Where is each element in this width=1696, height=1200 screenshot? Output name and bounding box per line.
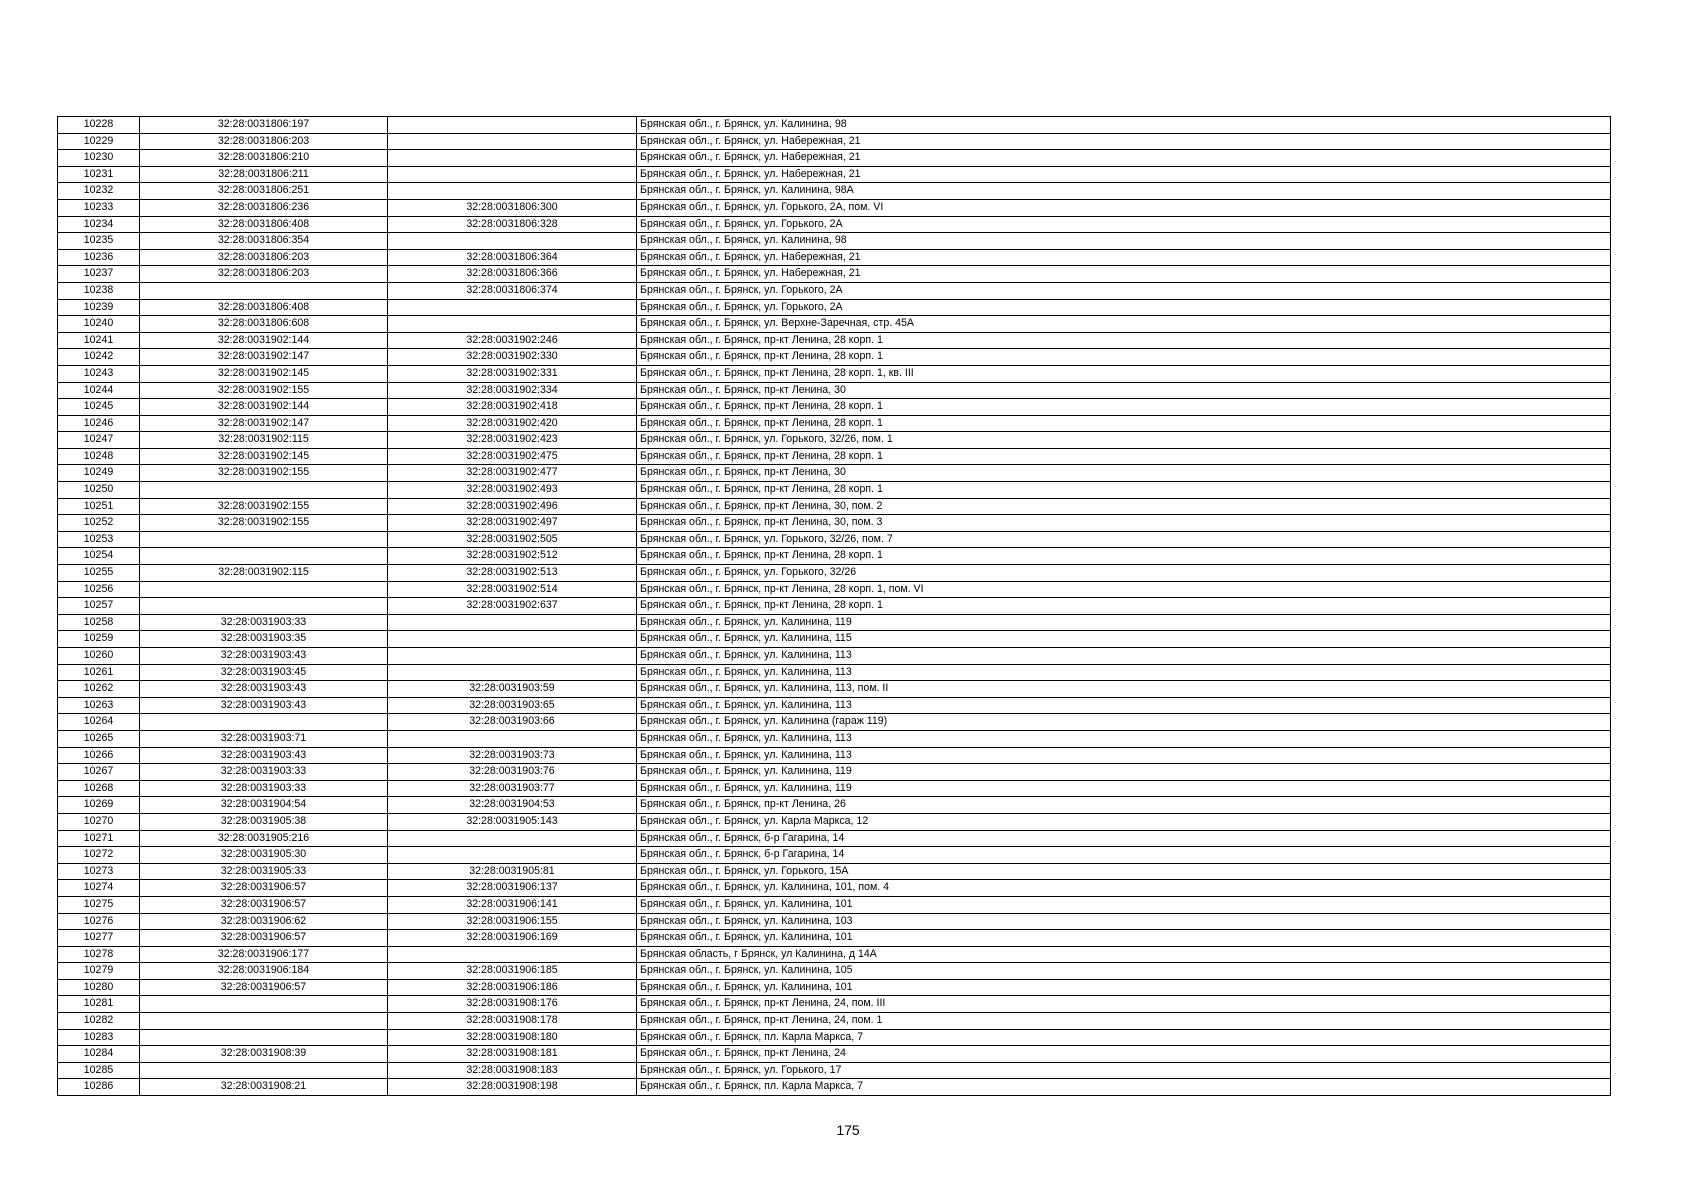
parent-cadastral-number-cell: 32:28:0031902:147 — [140, 415, 388, 432]
address-cell: Брянская обл., г. Брянск, ул. Калинина, 113 — [637, 697, 1611, 714]
table-row — [58, 465, 1611, 482]
row-number-cell: 10268 — [58, 780, 140, 797]
address-cell: Брянская обл., г. Брянск, ул. Калинина, 101 — [637, 930, 1611, 947]
parent-cadastral-number-cell: 32:28:0031806:251 — [140, 183, 388, 200]
cadastral-number-cell: 32:28:0031902:497 — [388, 515, 637, 532]
address-cell: Брянская обл., г. Брянск, ул. Калинина, 98 — [637, 117, 1611, 134]
row-number-cell: 10234 — [58, 216, 140, 233]
cadastral-number-cell: 32:28:0031806:374 — [388, 282, 637, 299]
table-row — [58, 963, 1611, 980]
table-row — [58, 531, 1611, 548]
row-number-cell: 10235 — [58, 233, 140, 250]
parent-cadastral-number-cell: 32:28:0031806:608 — [140, 316, 388, 333]
row-number-cell: 10277 — [58, 930, 140, 947]
table-row — [58, 448, 1611, 465]
address-cell: Брянская обл., г. Брянск, ул. Калинина, 105 — [637, 963, 1611, 980]
parent-cadastral-number-cell: 32:28:0031906:62 — [140, 913, 388, 930]
address-cell: Брянская обл., г. Брянск, пр-кт Ленина, 30 — [637, 465, 1611, 482]
row-number-cell: 10258 — [58, 614, 140, 631]
cadastral-number-cell: 32:28:0031903:59 — [388, 681, 637, 698]
table-row — [58, 780, 1611, 797]
row-number-cell: 10266 — [58, 747, 140, 764]
address-cell: Брянская обл., г. Брянск, ул. Калинина, 113 — [637, 664, 1611, 681]
table-row — [58, 349, 1611, 366]
table-row — [58, 515, 1611, 532]
cadastral-number-cell: 32:28:0031902:493 — [388, 482, 637, 499]
table-row — [58, 730, 1611, 747]
cadastral-number-cell: 32:28:0031902:637 — [388, 598, 637, 615]
parent-cadastral-number-cell: 32:28:0031902:115 — [140, 432, 388, 449]
table-row — [58, 880, 1611, 897]
address-cell: Брянская обл., г. Брянск, пл. Карла Маркса, 7 — [637, 1079, 1611, 1096]
parent-cadastral-number-cell — [140, 581, 388, 598]
cadastral-number-cell: 32:28:0031906:137 — [388, 880, 637, 897]
cadastral-number-cell: 32:28:0031806:300 — [388, 199, 637, 216]
parent-cadastral-number-cell: 32:28:0031905:33 — [140, 863, 388, 880]
parent-cadastral-number-cell — [140, 1029, 388, 1046]
cadastral-number-cell: 32:28:0031908:180 — [388, 1029, 637, 1046]
parent-cadastral-number-cell — [140, 598, 388, 615]
cadastral-number-cell: 32:28:0031902:475 — [388, 448, 637, 465]
address-cell: Брянская обл., г. Брянск, пр-кт Ленина, 28 корп. 1, пом. VI — [637, 581, 1611, 598]
cadastral-number-cell: 32:28:0031902:505 — [388, 531, 637, 548]
table-row — [58, 797, 1611, 814]
cadastral-number-cell — [388, 830, 637, 847]
address-cell: Брянская обл., г. Брянск, пр-кт Ленина, 26 — [637, 797, 1611, 814]
cadastral-number-cell: 32:28:0031806:364 — [388, 249, 637, 266]
cadastral-number-cell — [388, 631, 637, 648]
row-number-cell: 10271 — [58, 830, 140, 847]
cadastral-number-cell: 32:28:0031903:65 — [388, 697, 637, 714]
row-number-cell: 10232 — [58, 183, 140, 200]
row-number-cell: 10238 — [58, 282, 140, 299]
parent-cadastral-number-cell — [140, 482, 388, 499]
row-number-cell: 10283 — [58, 1029, 140, 1046]
cadastral-number-cell — [388, 664, 637, 681]
table-row — [58, 432, 1611, 449]
parent-cadastral-number-cell: 32:28:0031903:45 — [140, 664, 388, 681]
row-number-cell: 10262 — [58, 681, 140, 698]
table-row — [58, 117, 1611, 134]
parent-cadastral-number-cell: 32:28:0031902:145 — [140, 365, 388, 382]
parent-cadastral-number-cell: 32:28:0031902:155 — [140, 382, 388, 399]
cadastral-number-cell: 32:28:0031902:513 — [388, 565, 637, 582]
parent-cadastral-number-cell: 32:28:0031908:21 — [140, 1079, 388, 1096]
parent-cadastral-number-cell: 32:28:0031903:33 — [140, 780, 388, 797]
cadastral-number-cell — [388, 117, 637, 134]
address-cell: Брянская обл., г. Брянск, ул. Набережная, 21 — [637, 249, 1611, 266]
row-number-cell: 10280 — [58, 979, 140, 996]
table-row — [58, 979, 1611, 996]
cadastral-number-cell: 32:28:0031902:420 — [388, 415, 637, 432]
parent-cadastral-number-cell: 32:28:0031902:115 — [140, 565, 388, 582]
address-cell: Брянская обл., г. Брянск, ул. Горького, 2А, пом. VI — [637, 199, 1611, 216]
parent-cadastral-number-cell: 32:28:0031906:57 — [140, 896, 388, 913]
cadastral-number-cell: 32:28:0031906:185 — [388, 963, 637, 980]
cadastral-number-cell: 32:28:0031902:331 — [388, 365, 637, 382]
table-row — [58, 681, 1611, 698]
table-row — [58, 581, 1611, 598]
row-number-cell: 10261 — [58, 664, 140, 681]
parent-cadastral-number-cell: 32:28:0031902:144 — [140, 399, 388, 416]
table-row — [58, 664, 1611, 681]
cadastral-number-cell: 32:28:0031903:77 — [388, 780, 637, 797]
cadastral-number-cell: 32:28:0031905:143 — [388, 813, 637, 830]
address-cell: Брянская обл., г. Брянск, пр-кт Ленина, 28 корп. 1 — [637, 448, 1611, 465]
parent-cadastral-number-cell: 32:28:0031903:43 — [140, 648, 388, 665]
table-row — [58, 747, 1611, 764]
row-number-cell: 10276 — [58, 913, 140, 930]
address-cell: Брянская обл., г. Брянск, ул. Калинина, 101, пом. 4 — [637, 880, 1611, 897]
row-number-cell: 10286 — [58, 1079, 140, 1096]
address-cell: Брянская обл., г. Брянск, пр-кт Ленина, 28 корп. 1 — [637, 598, 1611, 615]
cadastral-number-cell: 32:28:0031902:246 — [388, 332, 637, 349]
parent-cadastral-number-cell: 32:28:0031903:43 — [140, 747, 388, 764]
row-number-cell: 10242 — [58, 349, 140, 366]
parent-cadastral-number-cell: 32:28:0031806:197 — [140, 117, 388, 134]
address-cell: Брянская обл., г. Брянск, б-р Гагарина, 14 — [637, 830, 1611, 847]
parent-cadastral-number-cell: 32:28:0031903:71 — [140, 730, 388, 747]
cadastral-number-cell: 32:28:0031902:330 — [388, 349, 637, 366]
cadastral-number-cell: 32:28:0031908:176 — [388, 996, 637, 1013]
table-row — [58, 896, 1611, 913]
cadastral-number-cell — [388, 847, 637, 864]
cadastral-number-cell: 32:28:0031806:366 — [388, 266, 637, 283]
row-number-cell: 10236 — [58, 249, 140, 266]
address-cell: Брянская обл., г. Брянск, пл. Карла Маркса, 7 — [637, 1029, 1611, 1046]
address-cell: Брянская обл., г. Брянск, ул. Калинина, 113, пом. II — [637, 681, 1611, 698]
parent-cadastral-number-cell: 32:28:0031903:43 — [140, 681, 388, 698]
address-cell: Брянская обл., г. Брянск, ул. Калинина, 113 — [637, 747, 1611, 764]
row-number-cell: 10247 — [58, 432, 140, 449]
cadastral-number-cell: 32:28:0031902:423 — [388, 432, 637, 449]
parent-cadastral-number-cell — [140, 282, 388, 299]
row-number-cell: 10231 — [58, 166, 140, 183]
row-number-cell: 10248 — [58, 448, 140, 465]
parent-cadastral-number-cell: 32:28:0031904:54 — [140, 797, 388, 814]
row-number-cell: 10267 — [58, 764, 140, 781]
address-cell: Брянская обл., г. Брянск, ул. Горького, 32/26 — [637, 565, 1611, 582]
address-cell: Брянская обл., г. Брянск, ул. Горького, 32/26, пом. 1 — [637, 432, 1611, 449]
row-number-cell: 10249 — [58, 465, 140, 482]
table-row — [58, 299, 1611, 316]
cadastral-number-cell: 32:28:0031906:141 — [388, 896, 637, 913]
parent-cadastral-number-cell — [140, 531, 388, 548]
parent-cadastral-number-cell: 32:28:0031903:35 — [140, 631, 388, 648]
row-number-cell: 10278 — [58, 946, 140, 963]
cadastral-number-cell: 32:28:0031902:512 — [388, 548, 637, 565]
table-row — [58, 565, 1611, 582]
parent-cadastral-number-cell: 32:28:0031906:57 — [140, 880, 388, 897]
address-cell: Брянская обл., г. Брянск, ул. Калинина, 113 — [637, 730, 1611, 747]
cadastral-number-cell: 32:28:0031906:186 — [388, 979, 637, 996]
address-cell: Брянская обл., г. Брянск, пр-кт Ленина, 28 корп. 1 — [637, 482, 1611, 499]
parent-cadastral-number-cell: 32:28:0031806:210 — [140, 150, 388, 167]
cadastral-number-cell: 32:28:0031908:198 — [388, 1079, 637, 1096]
parent-cadastral-number-cell: 32:28:0031905:38 — [140, 813, 388, 830]
row-number-cell: 10279 — [58, 963, 140, 980]
cadastral-number-cell — [388, 183, 637, 200]
table-row — [58, 316, 1611, 333]
table-row — [58, 863, 1611, 880]
row-number-cell: 10233 — [58, 199, 140, 216]
table-row — [58, 382, 1611, 399]
cadastral-number-cell: 32:28:0031908:181 — [388, 1046, 637, 1063]
row-number-cell: 10237 — [58, 266, 140, 283]
table-row — [58, 614, 1611, 631]
parent-cadastral-number-cell — [140, 714, 388, 731]
row-number-cell: 10228 — [58, 117, 140, 134]
cadastral-number-cell: 32:28:0031904:53 — [388, 797, 637, 814]
parent-cadastral-number-cell: 32:28:0031908:39 — [140, 1046, 388, 1063]
cadastral-number-cell: 32:28:0031902:334 — [388, 382, 637, 399]
table-row — [58, 1046, 1611, 1063]
parent-cadastral-number-cell: 32:28:0031806:203 — [140, 249, 388, 266]
cadastral-number-cell — [388, 316, 637, 333]
table-row — [58, 249, 1611, 266]
address-cell: Брянская обл., г. Брянск, пр-кт Ленина, 30, пом. 3 — [637, 515, 1611, 532]
cadastral-number-cell: 32:28:0031902:496 — [388, 498, 637, 515]
table-row — [58, 1062, 1611, 1079]
address-cell: Брянская обл., г. Брянск, ул. Карла Маркса, 12 — [637, 813, 1611, 830]
address-cell: Брянская обл., г. Брянск, пр-кт Ленина, 28 корп. 1, кв. III — [637, 365, 1611, 382]
address-cell: Брянская обл., г. Брянск, ул. Калинина, 115 — [637, 631, 1611, 648]
address-cell: Брянская обл., г. Брянск, ул. Горького, 2А — [637, 216, 1611, 233]
address-cell: Брянская обл., г. Брянск, ул. Горького, 2А — [637, 299, 1611, 316]
table-row — [58, 830, 1611, 847]
address-cell: Брянская обл., г. Брянск, б-р Гагарина, 14 — [637, 847, 1611, 864]
address-cell: Брянская обл., г. Брянск, ул. Горького, 17 — [637, 1062, 1611, 1079]
table-row — [58, 266, 1611, 283]
row-number-cell: 10284 — [58, 1046, 140, 1063]
table-row — [58, 631, 1611, 648]
registry-table-container — [57, 116, 1610, 1096]
cadastral-number-cell: 32:28:0031906:169 — [388, 930, 637, 947]
row-number-cell: 10250 — [58, 482, 140, 499]
table-row — [58, 1013, 1611, 1030]
address-cell: Брянская обл., г. Брянск, ул. Набережная, 21 — [637, 266, 1611, 283]
address-cell: Брянская обл., г. Брянск, ул. Калинина, 113 — [637, 648, 1611, 665]
table-row — [58, 996, 1611, 1013]
parent-cadastral-number-cell: 32:28:0031902:144 — [140, 332, 388, 349]
table-row — [58, 1079, 1611, 1096]
parent-cadastral-number-cell — [140, 1062, 388, 1079]
table-body — [58, 117, 1611, 1096]
cadastral-number-cell: 32:28:0031903:76 — [388, 764, 637, 781]
parent-cadastral-number-cell: 32:28:0031906:57 — [140, 930, 388, 947]
table-row — [58, 183, 1611, 200]
row-number-cell: 10229 — [58, 133, 140, 150]
parent-cadastral-number-cell: 32:28:0031902:155 — [140, 498, 388, 515]
table-row — [58, 1029, 1611, 1046]
row-number-cell: 10260 — [58, 648, 140, 665]
row-number-cell: 10255 — [58, 565, 140, 582]
table-row — [58, 598, 1611, 615]
table-row — [58, 282, 1611, 299]
address-cell: Брянская обл., г. Брянск, ул. Горького, 15А — [637, 863, 1611, 880]
table-row — [58, 913, 1611, 930]
cadastral-number-cell: 32:28:0031903:73 — [388, 747, 637, 764]
parent-cadastral-number-cell: 32:28:0031806:408 — [140, 299, 388, 316]
table-row — [58, 813, 1611, 830]
parent-cadastral-number-cell: 32:28:0031906:57 — [140, 979, 388, 996]
address-cell: Брянская обл., г. Брянск, ул. Калинина, 98А — [637, 183, 1611, 200]
parent-cadastral-number-cell: 32:28:0031902:155 — [140, 515, 388, 532]
row-number-cell: 10253 — [58, 531, 140, 548]
row-number-cell: 10241 — [58, 332, 140, 349]
parent-cadastral-number-cell: 32:28:0031806:211 — [140, 166, 388, 183]
parent-cadastral-number-cell: 32:28:0031903:43 — [140, 697, 388, 714]
table-row — [58, 697, 1611, 714]
table-row — [58, 482, 1611, 499]
cadastral-number-cell — [388, 150, 637, 167]
row-number-cell: 10281 — [58, 996, 140, 1013]
row-number-cell: 10257 — [58, 598, 140, 615]
address-cell: Брянская обл., г. Брянск, ул. Калинина, 103 — [637, 913, 1611, 930]
table-row — [58, 498, 1611, 515]
address-cell: Брянская обл., г. Брянск, ул. Набережная, 21 — [637, 150, 1611, 167]
cadastral-number-cell — [388, 648, 637, 665]
row-number-cell: 10263 — [58, 697, 140, 714]
address-cell: Брянская обл., г. Брянск, ул. Горького, 32/26, пом. 7 — [637, 531, 1611, 548]
row-number-cell: 10265 — [58, 730, 140, 747]
cadastral-number-cell: 32:28:0031902:514 — [388, 581, 637, 598]
row-number-cell: 10240 — [58, 316, 140, 333]
parent-cadastral-number-cell: 32:28:0031806:203 — [140, 266, 388, 283]
cadastral-number-cell: 32:28:0031902:477 — [388, 465, 637, 482]
table-row — [58, 764, 1611, 781]
cadastral-number-cell — [388, 614, 637, 631]
address-cell: Брянская область, г Брянск, ул Калинина, д 14А — [637, 946, 1611, 963]
parent-cadastral-number-cell — [140, 1013, 388, 1030]
row-number-cell: 10264 — [58, 714, 140, 731]
address-cell: Брянская обл., г. Брянск, ул. Калинина, 101 — [637, 896, 1611, 913]
table-row — [58, 399, 1611, 416]
row-number-cell: 10275 — [58, 896, 140, 913]
table-row — [58, 648, 1611, 665]
address-cell: Брянская обл., г. Брянск, пр-кт Ленина, 30 — [637, 382, 1611, 399]
parent-cadastral-number-cell: 32:28:0031906:184 — [140, 963, 388, 980]
table-row — [58, 166, 1611, 183]
address-cell: Брянская обл., г. Брянск, пр-кт Ленина, 30, пом. 2 — [637, 498, 1611, 515]
table-row — [58, 150, 1611, 167]
table-row — [58, 133, 1611, 150]
table-row — [58, 946, 1611, 963]
table-row — [58, 548, 1611, 565]
table-row — [58, 415, 1611, 432]
table-row — [58, 233, 1611, 250]
cadastral-number-cell — [388, 946, 637, 963]
cadastral-registry-table — [57, 116, 1611, 1096]
row-number-cell: 10230 — [58, 150, 140, 167]
cadastral-number-cell: 32:28:0031806:328 — [388, 216, 637, 233]
row-number-cell: 10259 — [58, 631, 140, 648]
cadastral-number-cell — [388, 730, 637, 747]
table-row — [58, 199, 1611, 216]
cadastral-number-cell: 32:28:0031908:183 — [388, 1062, 637, 1079]
cadastral-number-cell: 32:28:0031906:155 — [388, 913, 637, 930]
address-cell: Брянская обл., г. Брянск, ул. Калинина, 119 — [637, 764, 1611, 781]
parent-cadastral-number-cell: 32:28:0031806:203 — [140, 133, 388, 150]
row-number-cell: 10244 — [58, 382, 140, 399]
address-cell: Брянская обл., г. Брянск, пр-кт Ленина, 28 корп. 1 — [637, 349, 1611, 366]
table-row — [58, 714, 1611, 731]
address-cell: Брянская обл., г. Брянск, ул. Горького, 2А — [637, 282, 1611, 299]
row-number-cell: 10252 — [58, 515, 140, 532]
row-number-cell: 10243 — [58, 365, 140, 382]
table-row — [58, 365, 1611, 382]
address-cell: Брянская обл., г. Брянск, пр-кт Ленина, 24, пом. 1 — [637, 1013, 1611, 1030]
cadastral-number-cell — [388, 299, 637, 316]
parent-cadastral-number-cell: 32:28:0031902:147 — [140, 349, 388, 366]
cadastral-number-cell: 32:28:0031905:81 — [388, 863, 637, 880]
address-cell: Брянская обл., г. Брянск, ул. Калинина, 98 — [637, 233, 1611, 250]
row-number-cell: 10251 — [58, 498, 140, 515]
address-cell: Брянская обл., г. Брянск, ул. Верхне-Заречная, стр. 45А — [637, 316, 1611, 333]
cadastral-number-cell — [388, 166, 637, 183]
parent-cadastral-number-cell: 32:28:0031905:30 — [140, 847, 388, 864]
cadastral-number-cell: 32:28:0031903:66 — [388, 714, 637, 731]
parent-cadastral-number-cell: 32:28:0031806:354 — [140, 233, 388, 250]
address-cell: Брянская обл., г. Брянск, ул. Калинина, 119 — [637, 614, 1611, 631]
address-cell: Брянская обл., г. Брянск, пр-кт Ленина, 24, пом. III — [637, 996, 1611, 1013]
address-cell: Брянская обл., г. Брянск, пр-кт Ленина, 28 корп. 1 — [637, 399, 1611, 416]
cadastral-number-cell: 32:28:0031902:418 — [388, 399, 637, 416]
address-cell: Брянская обл., г. Брянск, ул. Набережная, 21 — [637, 133, 1611, 150]
parent-cadastral-number-cell: 32:28:0031902:155 — [140, 465, 388, 482]
row-number-cell: 10245 — [58, 399, 140, 416]
cadastral-number-cell: 32:28:0031908:178 — [388, 1013, 637, 1030]
row-number-cell: 10274 — [58, 880, 140, 897]
row-number-cell: 10246 — [58, 415, 140, 432]
row-number-cell: 10270 — [58, 813, 140, 830]
row-number-cell: 10254 — [58, 548, 140, 565]
parent-cadastral-number-cell — [140, 548, 388, 565]
table-row — [58, 847, 1611, 864]
row-number-cell: 10272 — [58, 847, 140, 864]
cadastral-number-cell — [388, 133, 637, 150]
row-number-cell: 10256 — [58, 581, 140, 598]
table-row — [58, 930, 1611, 947]
parent-cadastral-number-cell: 32:28:0031903:33 — [140, 764, 388, 781]
address-cell: Брянская обл., г. Брянск, ул. Калинина (гараж 119) — [637, 714, 1611, 731]
table-row — [58, 216, 1611, 233]
row-number-cell: 10273 — [58, 863, 140, 880]
parent-cadastral-number-cell: 32:28:0031905:216 — [140, 830, 388, 847]
parent-cadastral-number-cell: 32:28:0031903:33 — [140, 614, 388, 631]
address-cell: Брянская обл., г. Брянск, ул. Набережная, 21 — [637, 166, 1611, 183]
cadastral-number-cell — [388, 233, 637, 250]
parent-cadastral-number-cell: 32:28:0031806:408 — [140, 216, 388, 233]
address-cell: Брянская обл., г. Брянск, ул. Калинина, 101 — [637, 979, 1611, 996]
page-number: 175 — [836, 1122, 860, 1138]
parent-cadastral-number-cell: 32:28:0031902:145 — [140, 448, 388, 465]
address-cell: Брянская обл., г. Брянск, пр-кт Ленина, 28 корп. 1 — [637, 415, 1611, 432]
address-cell: Брянская обл., г. Брянск, пр-кт Ленина, 24 — [637, 1046, 1611, 1063]
row-number-cell: 10239 — [58, 299, 140, 316]
parent-cadastral-number-cell: 32:28:0031806:236 — [140, 199, 388, 216]
row-number-cell: 10282 — [58, 1013, 140, 1030]
row-number-cell: 10285 — [58, 1062, 140, 1079]
address-cell: Брянская обл., г. Брянск, ул. Калинина, 119 — [637, 780, 1611, 797]
row-number-cell: 10269 — [58, 797, 140, 814]
address-cell: Брянская обл., г. Брянск, пр-кт Ленина, 28 корп. 1 — [637, 332, 1611, 349]
parent-cadastral-number-cell — [140, 996, 388, 1013]
table-row — [58, 332, 1611, 349]
address-cell: Брянская обл., г. Брянск, пр-кт Ленина, 28 корп. 1 — [637, 548, 1611, 565]
parent-cadastral-number-cell: 32:28:0031906:177 — [140, 946, 388, 963]
